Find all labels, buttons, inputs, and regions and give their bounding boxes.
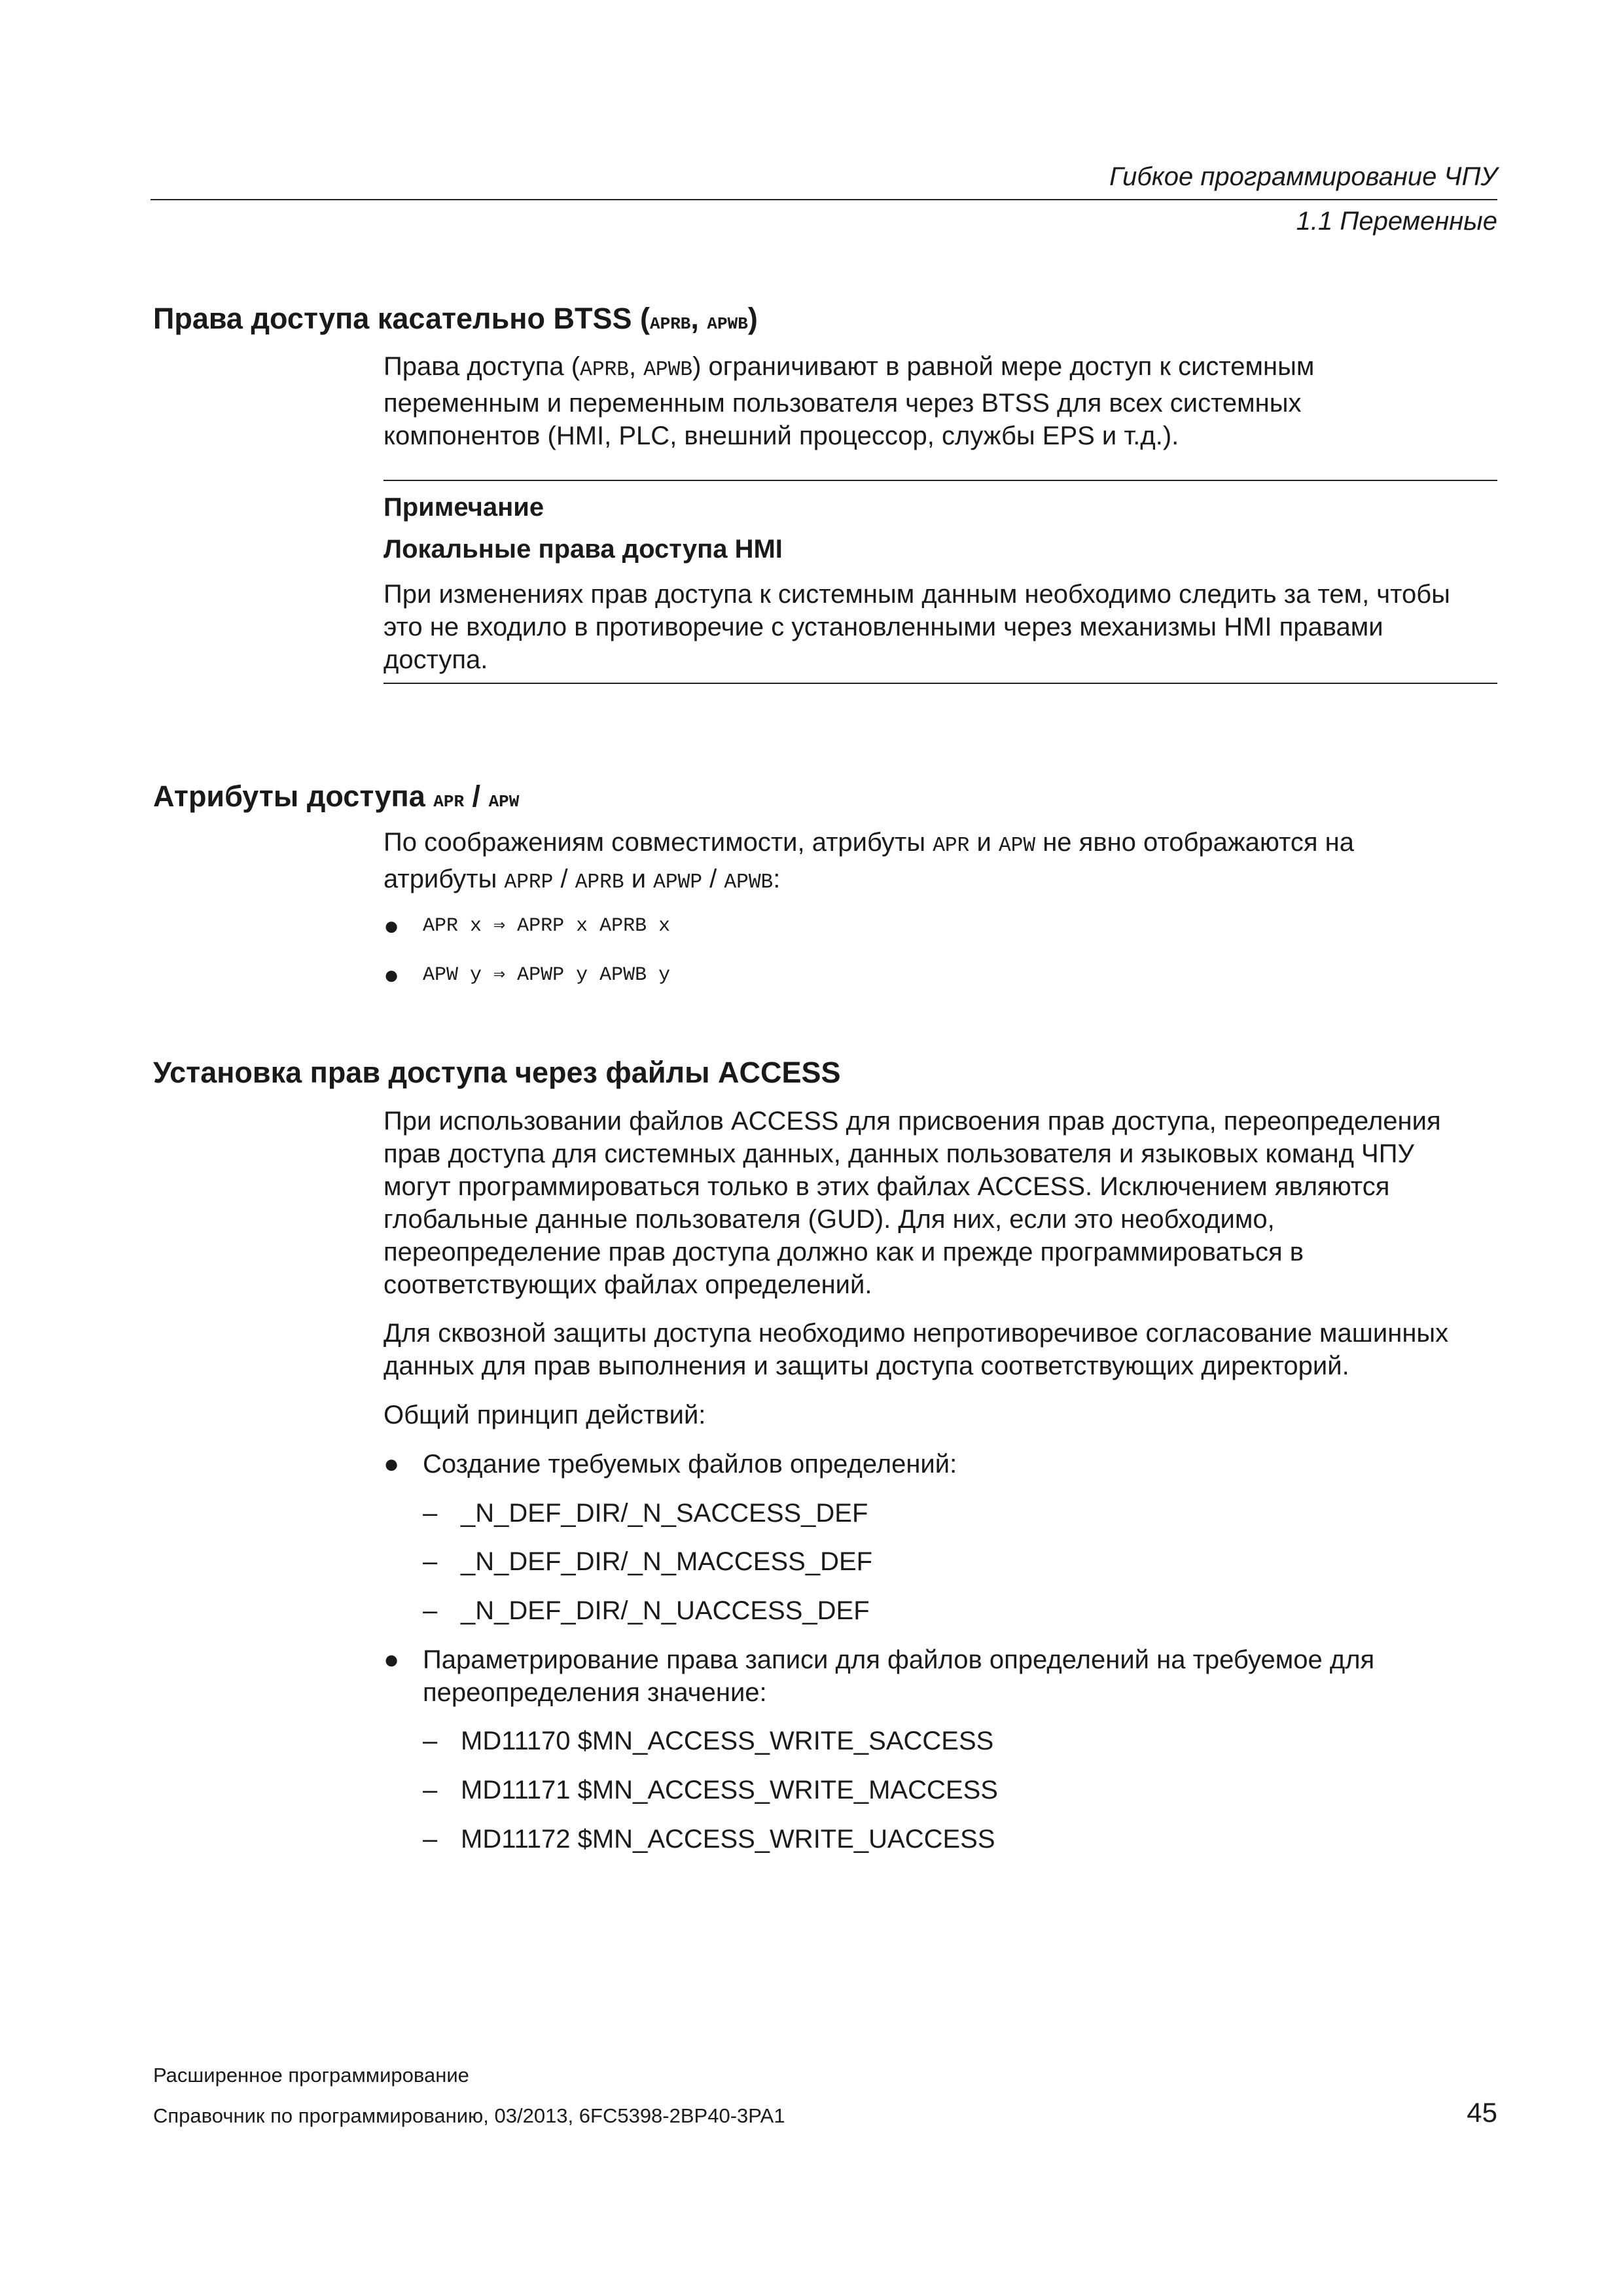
sub-list-item	[423, 1594, 870, 1627]
text-line: доступа.	[383, 645, 488, 674]
code-aprp: APRP	[504, 871, 554, 894]
sub-list-item	[423, 1497, 868, 1530]
bullet-icon: ●	[383, 1645, 400, 1674]
code-apwb: APWB	[724, 871, 774, 894]
text-run: По соображениям совместимости, атрибуты	[383, 828, 933, 857]
machine-data: MD11172 $MN_ACCESS_WRITE_UACCESS	[461, 1825, 995, 1854]
text-line: Общий принцип действий:	[383, 1401, 706, 1429]
file-path: _N_DEF_DIR/_N_MACCESS_DEF	[461, 1547, 873, 1576]
dash-icon: –	[423, 1596, 438, 1625]
sub-list-item	[423, 1725, 993, 1757]
dash-icon: –	[423, 1499, 438, 1528]
dash-icon: –	[423, 1727, 438, 1755]
bullet-icon: ●	[383, 912, 400, 941]
dash-icon: –	[423, 1825, 438, 1854]
bullet-icon: ●	[383, 961, 400, 990]
list-item-text: Создание требуемых файлов определений:	[423, 1450, 957, 1479]
code-aprb: APRB	[580, 359, 629, 382]
code-apwp: APWP	[653, 871, 703, 894]
heading-code-apw: APW	[488, 792, 520, 812]
code-aprb: APRB	[575, 871, 624, 894]
note-text	[383, 578, 1497, 676]
text-run: :	[773, 865, 781, 893]
text-line: Для сквозной защиты доступа необходимо непротиворечивое согласование машинных	[383, 1319, 1449, 1348]
note-heading: Локальные права доступа HMI	[383, 535, 783, 564]
text-run: /	[702, 865, 724, 893]
footer-book-title: Расширенное программирование	[153, 2064, 469, 2087]
text-line: компонентов (HMI, PLC, внешний процессор, службы EPS и т.д.).	[383, 422, 1179, 450]
text-line: данных для прав выполнения и защиты доступа соответствующих директорий.	[383, 1352, 1349, 1380]
bullet-icon: ●	[383, 1450, 400, 1479]
file-path: _N_DEF_DIR/_N_UACCESS_DEF	[461, 1596, 870, 1625]
machine-data: MD11170 $MN_ACCESS_WRITE_SACCESS	[461, 1727, 994, 1755]
sub-list-item	[423, 1774, 998, 1806]
section-heading-apr-apw	[153, 780, 519, 814]
text-line: При использовании файлов ACCESS для присвоения прав доступа, переопределения	[383, 1107, 1441, 1136]
page-number: 45	[1467, 2097, 1497, 2128]
text-line: При изменениях прав доступа к системным данным необходимо следить за тем, чтобы	[383, 580, 1450, 609]
code-mapping: APR x ⇒ APRP x APRB x	[423, 915, 671, 937]
text-run: Права доступа (	[383, 352, 580, 381]
text-line: прав доступа для системных данных, данных пользователя и языковых команд ЧПУ	[383, 1139, 1414, 1168]
text-line: переменным и переменным пользователя через BTSS для всех системных	[383, 389, 1302, 418]
text-run: ,	[628, 352, 644, 381]
text-line: соответствующих файлах определений.	[383, 1270, 872, 1299]
sub-list-item	[423, 1823, 995, 1856]
text-run: и	[969, 828, 999, 857]
dash-icon: –	[423, 1547, 438, 1576]
text-line: это не входило в противоречие с установленными через механизмы HMI правами	[383, 613, 1383, 641]
text-run: атрибуты	[383, 865, 505, 893]
code-apw: APW	[998, 834, 1036, 857]
heading-sep: /	[464, 780, 489, 813]
section-heading-btss	[153, 302, 758, 336]
code-apwb: APWB	[643, 359, 693, 382]
note-label: Примечание	[383, 493, 544, 522]
heading-code-apwb: APWB	[707, 314, 748, 334]
section-heading-access-files: Установка прав доступа через файлы ACCESS	[153, 1056, 841, 1089]
code-mapping: APW y ⇒ APWP y APWB y	[423, 964, 671, 986]
text-line	[383, 863, 1497, 899]
text-line: Параметрирование права записи для файлов определений на требуемое для	[423, 1645, 1375, 1674]
text-run: ) ограничивают в равной мере доступ к системным	[692, 352, 1315, 381]
file-path: _N_DEF_DIR/_N_SACCESS_DEF	[461, 1499, 868, 1528]
list-item-text	[423, 1643, 1497, 1709]
heading-text-end: )	[747, 302, 758, 335]
dash-icon: –	[423, 1776, 438, 1804]
text-line: переопределения значение:	[423, 1678, 767, 1707]
header-rule	[151, 199, 1497, 200]
text-run: не явно отображаются на	[1035, 828, 1355, 857]
heading-sep: ,	[690, 302, 707, 335]
text-line	[383, 826, 1497, 863]
machine-data: MD11171 $MN_ACCESS_WRITE_MACCESS	[461, 1776, 998, 1804]
text-run: и	[624, 865, 654, 893]
heading-text: Права доступа касательно BTSS (	[153, 302, 650, 335]
footer-manual-info: Справочник по программированию, 03/2013, 6FC5398-2BP40-3PA1	[153, 2104, 785, 2127]
running-header-title: Гибкое программирование ЧПУ	[1109, 162, 1497, 191]
paragraph-general-principle	[383, 1399, 1497, 1431]
paragraph-compat	[383, 826, 1497, 899]
paragraph-btss	[383, 350, 1497, 452]
text-line: глобальные данные пользователя (GUD). Для них, если это необходимо,	[383, 1205, 1275, 1234]
note-box	[383, 480, 1497, 684]
heading-code-aprb: APRB	[649, 314, 691, 334]
running-header-section: 1.1 Переменные	[1296, 207, 1497, 236]
heading-code-apr: APR	[433, 792, 465, 812]
text-line: могут программироваться только в этих файлах ACCESS. Исключением являются	[383, 1172, 1390, 1201]
text-run: /	[553, 865, 575, 893]
paragraph-access-2	[383, 1317, 1497, 1382]
paragraph-access-1	[383, 1105, 1497, 1301]
code-apr: APR	[933, 834, 970, 857]
text-line	[383, 350, 1497, 387]
sub-list-item	[423, 1545, 872, 1578]
heading-text: Атрибуты доступа	[153, 780, 434, 813]
text-line: переопределение прав доступа должно как и прежде программироваться в	[383, 1238, 1304, 1266]
